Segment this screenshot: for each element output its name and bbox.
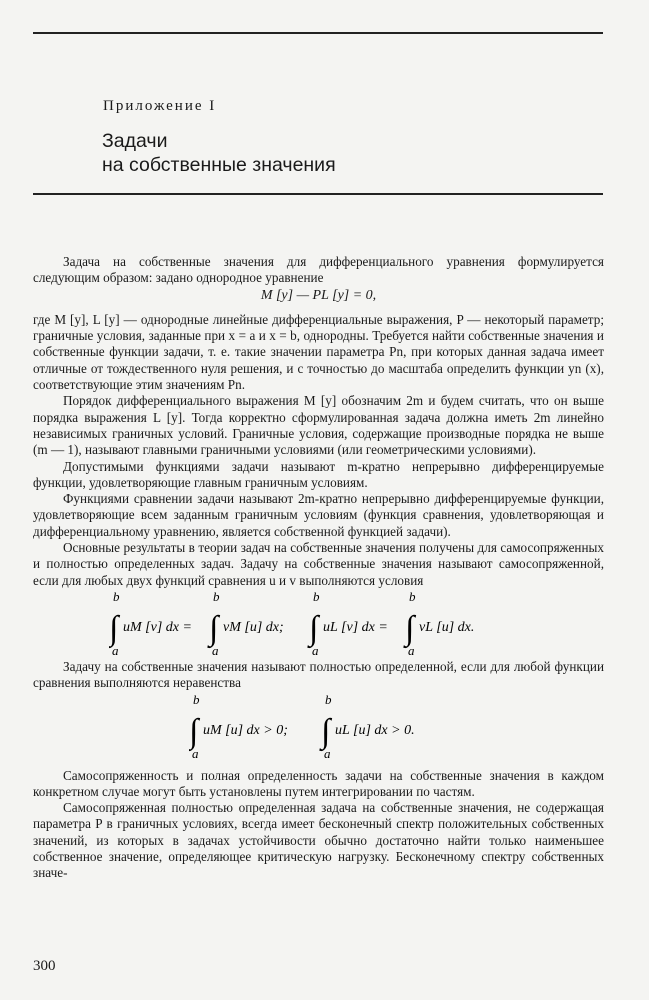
f2-upper-1: b	[192, 691, 199, 707]
formula-positive-definite	[189, 692, 449, 762]
bottom-rule	[33, 193, 603, 195]
chapter-title-line2: на собственные значения	[102, 154, 336, 176]
f1-lower-4: a	[407, 642, 414, 658]
f1-term-1: uM [v] dx =	[122, 619, 192, 635]
chapter-title-line1: Задачи	[102, 130, 168, 152]
f1-term-3: uL [v] dx =	[322, 619, 388, 635]
body-text	[33, 254, 604, 882]
paragraph-5: Функциями сравнении задачи называют 2m-кратно непрерывно дифференцируемые функции, удовлетворяющие всем заданным граничным условиям (функция сравнения, удовлетворяющая и дифференциальному уравнению, является собственной функцией задачи).	[33, 491, 604, 539]
f1-term-2: vM [u] dx;	[222, 619, 284, 635]
f2-lower-2: a	[323, 745, 330, 761]
f2-integral-2: ∫	[320, 712, 330, 750]
f1-lower-2: a	[211, 642, 218, 658]
paragraph-2: где M [y], L [y] — однородные линейные дифференциальные выражения, P — некоторый параметр; граничные условия, заданные при x = a и x = b, однородны. Требуется найти собственные значения и собственные функции задачи, т. е. такие значении параметра Pn, при которых данная задача имеет отличные от тождественного нуля решения, и с точностью до масштаба определить функции yn (x), соответствующие этим значениям Pn.	[33, 311, 604, 393]
f1-integral-4: ∫	[404, 609, 414, 647]
f1-term-4: vL [u] dx.	[418, 619, 474, 635]
f1-upper-4: b	[408, 588, 415, 604]
f2-lower-1: a	[191, 745, 198, 761]
f2-term-2: uL [u] dx > 0.	[334, 722, 415, 738]
paragraph-6: Основные результаты в теории задач на собственные значения получены для самосопряженных и полностью определенных задач. Задачу на собственные значения называют самосопряженной, если для любых двух функций сравнения u и v выполняются условия	[33, 540, 604, 588]
f2-term-1: uM [u] dx > 0;	[202, 722, 288, 738]
paragraph-1: Задача на собственные значения для дифференциального уравнения формулируется следующим образом: задано однородное уравнение	[33, 254, 604, 286]
f1-lower-3: a	[311, 642, 318, 658]
page-number: 300	[33, 958, 56, 974]
f1-upper-2: b	[212, 588, 219, 604]
f1-integral-2: ∫	[208, 609, 218, 647]
f1-integral-1: ∫	[108, 609, 118, 647]
f1-integral-3: ∫	[308, 609, 318, 647]
appendix-label: Приложение I	[103, 98, 217, 114]
paragraph-3: Порядок дифференциального выражения M [y] обозначим 2m и будем считать, что он выше порядка выражения L [y]. Тогда корректно сформулированная задача должна иметь 2m линейно независимых граничных условий. Граничные условия, содержащие производные порядка не выше (m — 1), называют главными граничными условиями (или геометрическими условиями).	[33, 393, 604, 458]
f2-upper-2: b	[324, 691, 331, 707]
top-rule	[33, 32, 603, 34]
f2-integral-1: ∫	[188, 712, 198, 750]
paragraph-9: Самосопряженная полностью определенная задача на собственные значения, не содержащая параметра P в граничных условиях, всегда имеет бесконечный спектр положительных собственных значений, из которых в задачах устойчивости обычно достаточно найти только наименьшее собственное значение, определяющее критическую нагрузку. Бесконечному спектру собственных значе-	[33, 800, 604, 881]
paragraph-4: Допустимыми функциями задачи называют m-кратно непрерывно дифференцируемые функции, удовлетворяющие главным граничным условиям.	[33, 458, 604, 490]
equation-1: M [y] — PL [y] = 0,	[260, 287, 377, 303]
paragraph-7: Задачу на собственные значения называют полностью определенной, если для любой функции сравнения выполняются неравенства	[33, 658, 604, 691]
f1-upper-1: b	[112, 588, 119, 604]
chapter-title	[102, 129, 336, 177]
f1-lower-1: a	[111, 642, 118, 658]
f1-upper-3: b	[312, 588, 319, 604]
formula-self-adjoint	[109, 589, 529, 659]
paragraph-8: Самосопряженность и полная определенность задачи на собственные значения в каждом конкретном случае могут быть установлены путем интегрировании по частям.	[33, 767, 604, 799]
